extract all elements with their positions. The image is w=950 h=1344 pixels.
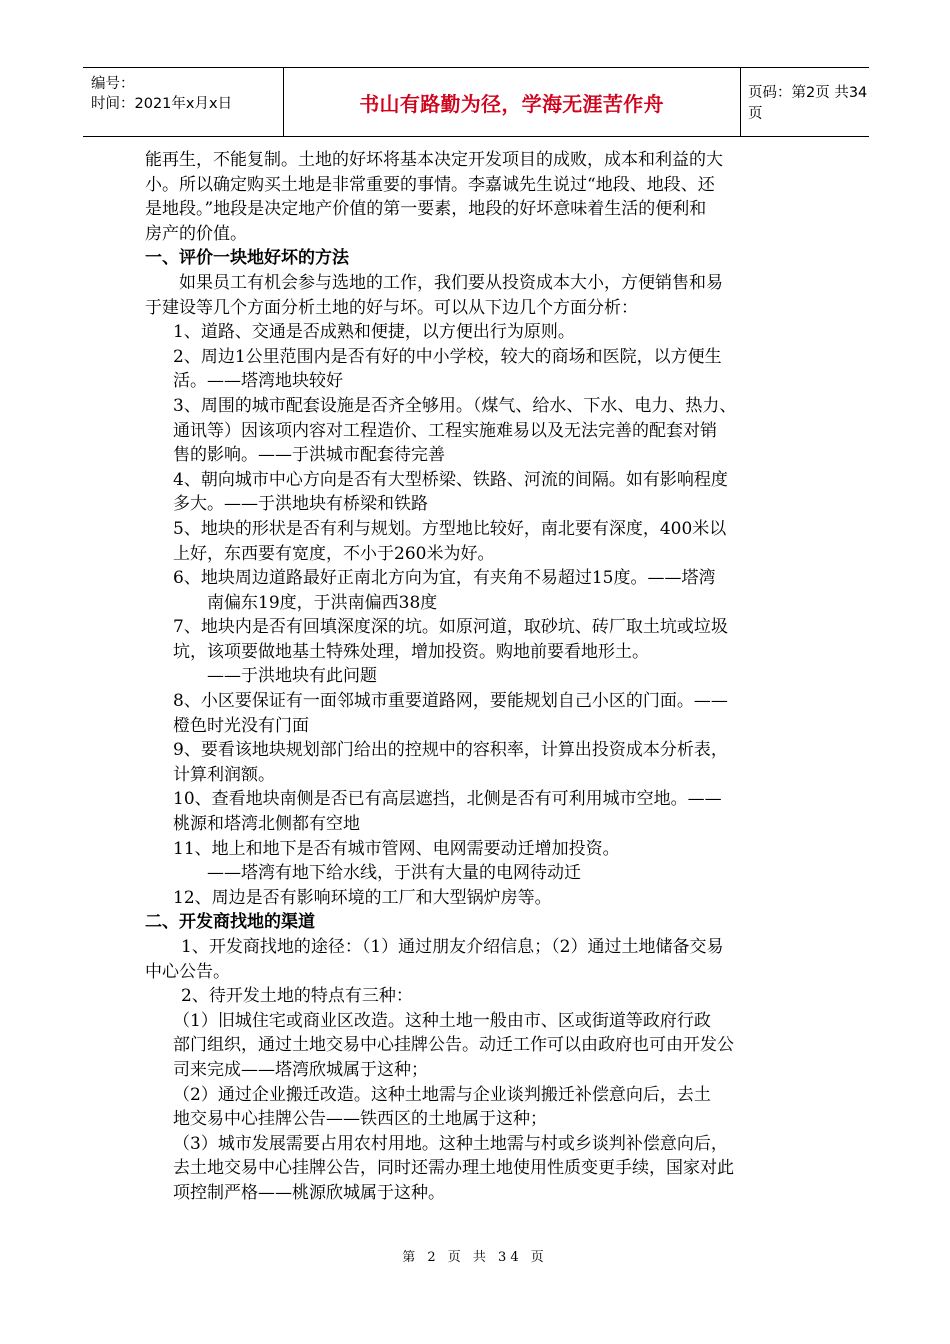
body-text-line: 是地段。”地段是决定地产价值的第一要素，地段的好坏意味着生活的便利和 (145, 199, 707, 220)
body-text-line: 中心公告。 (145, 961, 230, 982)
body-text-line: 于建设等几个方面分析土地的好与坏。可以从下边几个方面分析： (145, 297, 638, 318)
body-text-line: （3）城市发展需要占用农村用地。这种土地需与村或乡谈判补偿意向后， (173, 1133, 728, 1154)
body-text-line: 12、周边是否有影响环境的工厂和大型锅炉房等。 (173, 887, 552, 908)
page-footer: 第 2 页 共 34 页 (402, 1250, 548, 1265)
body-text-line: 11、地上和地下是否有城市管网、电网需要动迁增加投资。 (173, 838, 620, 859)
body-text-line: 坑，该项要做地基土特殊处理，增加投资。购地前要看地形土。 (173, 641, 649, 662)
header-page-cell (740, 68, 869, 136)
body-text-line: 南偏东19度，于洪南偏西38度 (207, 592, 438, 613)
body-text-line: 计算利润额。 (173, 764, 275, 785)
body-text-line: 如果员工有机会参与选地的工作，我们要从投资成本大小，方便销售和易 (179, 272, 723, 293)
body-text-line: 能再生，不能复制。土地的好坏将基本决定开发项目的成败，成本和利益的大 (145, 150, 723, 170)
body-text-line: 4、朝向城市中心方向是否有大型桥梁、铁路、河流的间隔。如有影响程度 (173, 469, 728, 490)
body-text-line: 5、地块的形状是否有利与规划。方型地比较好，南北要有深度，400米以 (173, 518, 727, 539)
body-text-line: 上好，东西要有宽度，不小于260米为好。 (173, 543, 495, 564)
section-heading: 二、开发商找地的渠道 (145, 912, 315, 933)
body-text-line: 10、查看地块南侧是否已有高层遮挡，北侧是否有可利用城市空地。—— (173, 789, 722, 810)
document-time-label: 时间：2021年x月x日 (91, 96, 233, 112)
body-text-line: 房产的价值。 (145, 223, 247, 244)
header-page-info: 页码：第2页 共34页 (748, 85, 868, 122)
body-text-line: 小。所以确定购买土地是非常重要的事情。李嘉诚先生说过“地段、地段、还 (145, 174, 715, 195)
body-text-line: 橙色时光没有门面 (173, 715, 309, 736)
body-text-line: 2、周边1公里范围内是否有好的中小学校，较大的商场和医院，以方便生 (173, 346, 722, 367)
body-text-line: 多大。——于洪地块有桥梁和铁路 (173, 494, 428, 515)
body-text-line: （1）旧城住宅或商业区改造。这种土地一般由市、区或街道等政府行政 (173, 1010, 711, 1031)
body-text-line: 1、开发商找地的途径：（1）通过朋友介绍信息；（2）通过土地储备交易 (181, 937, 724, 957)
body-text-line: 活。——塔湾地块较好 (173, 371, 343, 392)
body-text-line: 2、待开发土地的特点有三种： (181, 986, 413, 1007)
body-text-line: 9、要看该地块规划部门给出的控规中的容积率，计算出投资成本分析表， (173, 740, 728, 761)
body-text-line: （2）通过企业搬迁改造。这种土地需与企业谈判搬迁补偿意向后，去土 (173, 1084, 711, 1105)
body-text-line: 去土地交易中心挂牌公告，同时还需办理土地使用性质变更手续，国家对此 (173, 1158, 734, 1179)
body-text-line: 项控制严格——桃源欣城属于这种。 (173, 1182, 445, 1203)
header-motto-cell (283, 68, 741, 136)
body-text-line: 8、小区要保证有一面邻城市重要道路网，要能规划自己小区的门面。—— (173, 691, 728, 712)
section-heading: 一、评价一块地好坏的方法 (145, 248, 349, 269)
header-meta-cell (83, 68, 284, 136)
body-text-line: 3、周围的城市配套设施是否齐全够用。（煤气、给水、下水、电力、热力、 (173, 395, 737, 416)
body-text-line: 6、地块周边道路最好正南北方向为宜，有夹角不易超过15度。——塔湾 (173, 568, 716, 589)
document-body (145, 148, 810, 1206)
header-motto: 书山有路勤为径，学海无涯苦作舟 (359, 91, 664, 116)
document-number-label: 编号： (91, 76, 135, 92)
body-text-line: 售的影响。——于洪城市配套待完善 (173, 445, 445, 466)
page-header (83, 67, 869, 137)
body-text-line: 1、道路、交通是否成熟和便捷，以方便出行为原则。 (173, 322, 575, 343)
body-text-line: 地交易中心挂牌公告——铁西区的土地属于这种； (173, 1109, 547, 1130)
body-text-line: 桃源和塔湾北侧都有空地 (173, 814, 360, 835)
body-text-line: 司来完成——塔湾欣城属于这种； (173, 1059, 428, 1080)
body-text-line: 7、地块内是否有回填深度深的坑。如原河道，取砂坑、砖厂取土坑或垃圾 (173, 617, 728, 638)
body-text-line: ——于洪地块有此问题 (207, 666, 377, 687)
body-text-line: ——塔湾有地下给水线，于洪有大量的电网待动迁 (207, 863, 581, 884)
body-text-line: 部门组织，通过土地交易中心挂牌公告。动迁工作可以由政府也可由开发公 (173, 1035, 734, 1056)
body-text-line: 通讯等）因该项内容对工程造价、工程实施难易以及无法完善的配套对销 (173, 420, 717, 441)
